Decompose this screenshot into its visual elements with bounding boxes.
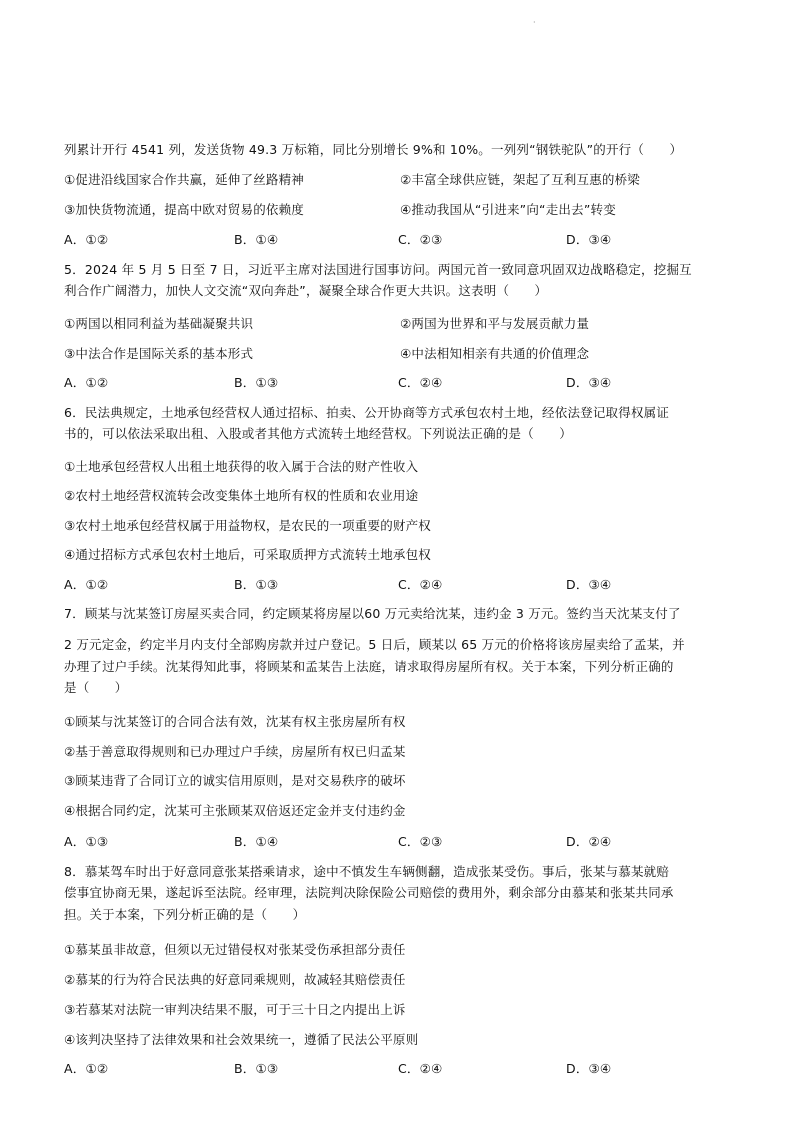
q6-stem-line-2: 书的，可以依法采取出租、入股或者其他方式流转土地经营权。下列说法正确的是（ ） [64, 426, 573, 441]
q4-answer-c: C．②③ [398, 232, 443, 247]
q8-answer-d: D．③④ [566, 1061, 612, 1076]
q5-option-4: ④中法相知相亲有共通的价值理念 [400, 346, 590, 361]
q6-option-3: ③农村土地承包经营权属于用益物权，是农民的一项重要的财产权 [64, 518, 432, 533]
q6-answer-a: A．①② [64, 577, 109, 592]
q7-answer-d: D．②④ [566, 834, 612, 849]
q7-stem-line-4: 是（ ） [64, 680, 128, 695]
q8-option-4: ④该判决坚持了法律效果和社会效果统一，遵循了民法公平原则 [64, 1032, 419, 1047]
q8-stem-line-1: 8．慕某驾车时出于好意同意张某搭乘请求，途中不慎发生车辆侧翻，造成张某受伤。事后，张某与慕某就赔 [64, 864, 670, 879]
q6-answer-c: C．②④ [398, 577, 443, 592]
q6-option-1: ①土地承包经营权人出租土地获得的收入属于合法的财产性收入 [64, 459, 419, 474]
q4-option-4: ④推动我国从“引进来”向“走出去”转变 [400, 202, 616, 217]
q4-option-3: ③加快货物流通，提高中欧对贸易的依赖度 [64, 202, 305, 217]
q8-answer-b: B．①③ [234, 1061, 279, 1076]
q4-option-2: ②丰富全球供应链，架起了互利互惠的桥梁 [400, 172, 641, 187]
q4-answer-a: A．①② [64, 232, 109, 247]
q8-answer-c: C．②④ [398, 1061, 443, 1076]
q8-option-2: ②慕某的行为符合民法典的好意同乘规则，故减轻其赔偿责任 [64, 972, 406, 987]
q7-stem-line-3: 办理了过户手续。沈某得知此事，将顾某和孟某告上法庭，请求取得房屋所有权。关于本案，下列分析正确的 [64, 659, 674, 674]
q7-stem-line-1: 7．顾某与沈某签订房屋买卖合同，约定顾某将房屋以60 万元卖给沈某，违约金 3 万元。签约当天沈某支付了 [64, 606, 681, 621]
q6-answer-b: B．①③ [234, 577, 279, 592]
q6-option-4: ④通过招标方式承包农村土地后，可采取质押方式流转土地承包权 [64, 547, 432, 562]
q5-answer-d: D．③④ [566, 375, 612, 390]
q6-stem-line-1: 6．民法典规定，土地承包经营权人通过招标、拍卖、公开协商等方式承包农村土地，经依法登记取得权属证 [64, 405, 670, 420]
q5-answer-b: B．①③ [234, 375, 279, 390]
q8-stem-line-3: 担。关于本案，下列分析正确的是（ ） [64, 907, 306, 922]
q4-answer-d: D．③④ [566, 232, 612, 247]
q7-answer-a: A．①③ [64, 834, 109, 849]
q5-option-3: ③中法合作是国际关系的基本形式 [64, 346, 254, 361]
q8-answer-a: A．①② [64, 1061, 109, 1076]
q8-option-3: ③若慕某对法院一审判决结果不服，可于三十日之内提出上诉 [64, 1002, 406, 1017]
q7-answer-b: B．①④ [234, 834, 279, 849]
q7-option-4: ④根据合同约定，沈某可主张顾某双倍返还定金并支付违约金 [64, 803, 406, 818]
q7-answer-c: C．②③ [398, 834, 443, 849]
q4-answer-b: B．①④ [234, 232, 279, 247]
q5-option-1: ①两国以相同利益为基础凝聚共识 [64, 316, 254, 331]
q4-option-1: ①促进沿线国家合作共赢，延伸了丝路精神 [64, 172, 305, 187]
q5-stem-line-1: 5．2024 年 5 月 5 日至 7 日，习近平主席对法国进行国事访问。两国元首一致同意巩固双边战略稳定，挖掘互 [64, 262, 692, 277]
q6-option-2: ②农村土地经营权流转会改变集体土地所有权的性质和农业用途 [64, 488, 419, 503]
q7-option-1: ①顾某与沈某签订的合同合法有效，沈某有权主张房屋所有权 [64, 714, 406, 729]
q8-option-1: ①慕某虽非故意，但须以无过错侵权对张某受伤承担部分责任 [64, 942, 406, 957]
q7-option-3: ③顾某违背了合同订立的诚实信用原则，是对交易秩序的破坏 [64, 773, 406, 788]
q8-stem-line-2: 偿事宜协商无果，遂起诉至法院。经审理，法院判决除保险公司赔偿的费用外，剩余部分由慕某和张某共同承 [64, 885, 674, 900]
q7-option-2: ②基于善意取得规则和已办理过户手续，房屋所有权已归孟某 [64, 744, 406, 759]
q4-stem-tail: 列累计开行 4541 列，发送货物 49.3 万标箱，同比分别增长 9%和 10%。一列列“钢铁驼队”的开行（ ） [64, 142, 683, 157]
q5-answer-c: C．②④ [398, 375, 443, 390]
q7-stem-line-2: 2 万元定金，约定半月内支付全部购房款并过户登记。5 日后，顾某以 65 万元的价格将该房屋卖给了孟某，并 [64, 637, 685, 652]
q5-option-2: ②两国为世界和平与发展贡献力量 [400, 316, 590, 331]
q5-stem-line-2: 利合作广阔潜力，加快人文交流“双向奔赴”，凝聚全球合作更大共识。这表明（ ） [64, 283, 548, 298]
q6-answer-d: D．③④ [566, 577, 612, 592]
header-dot: · [533, 18, 536, 27]
q5-answer-a: A．①② [64, 375, 109, 390]
